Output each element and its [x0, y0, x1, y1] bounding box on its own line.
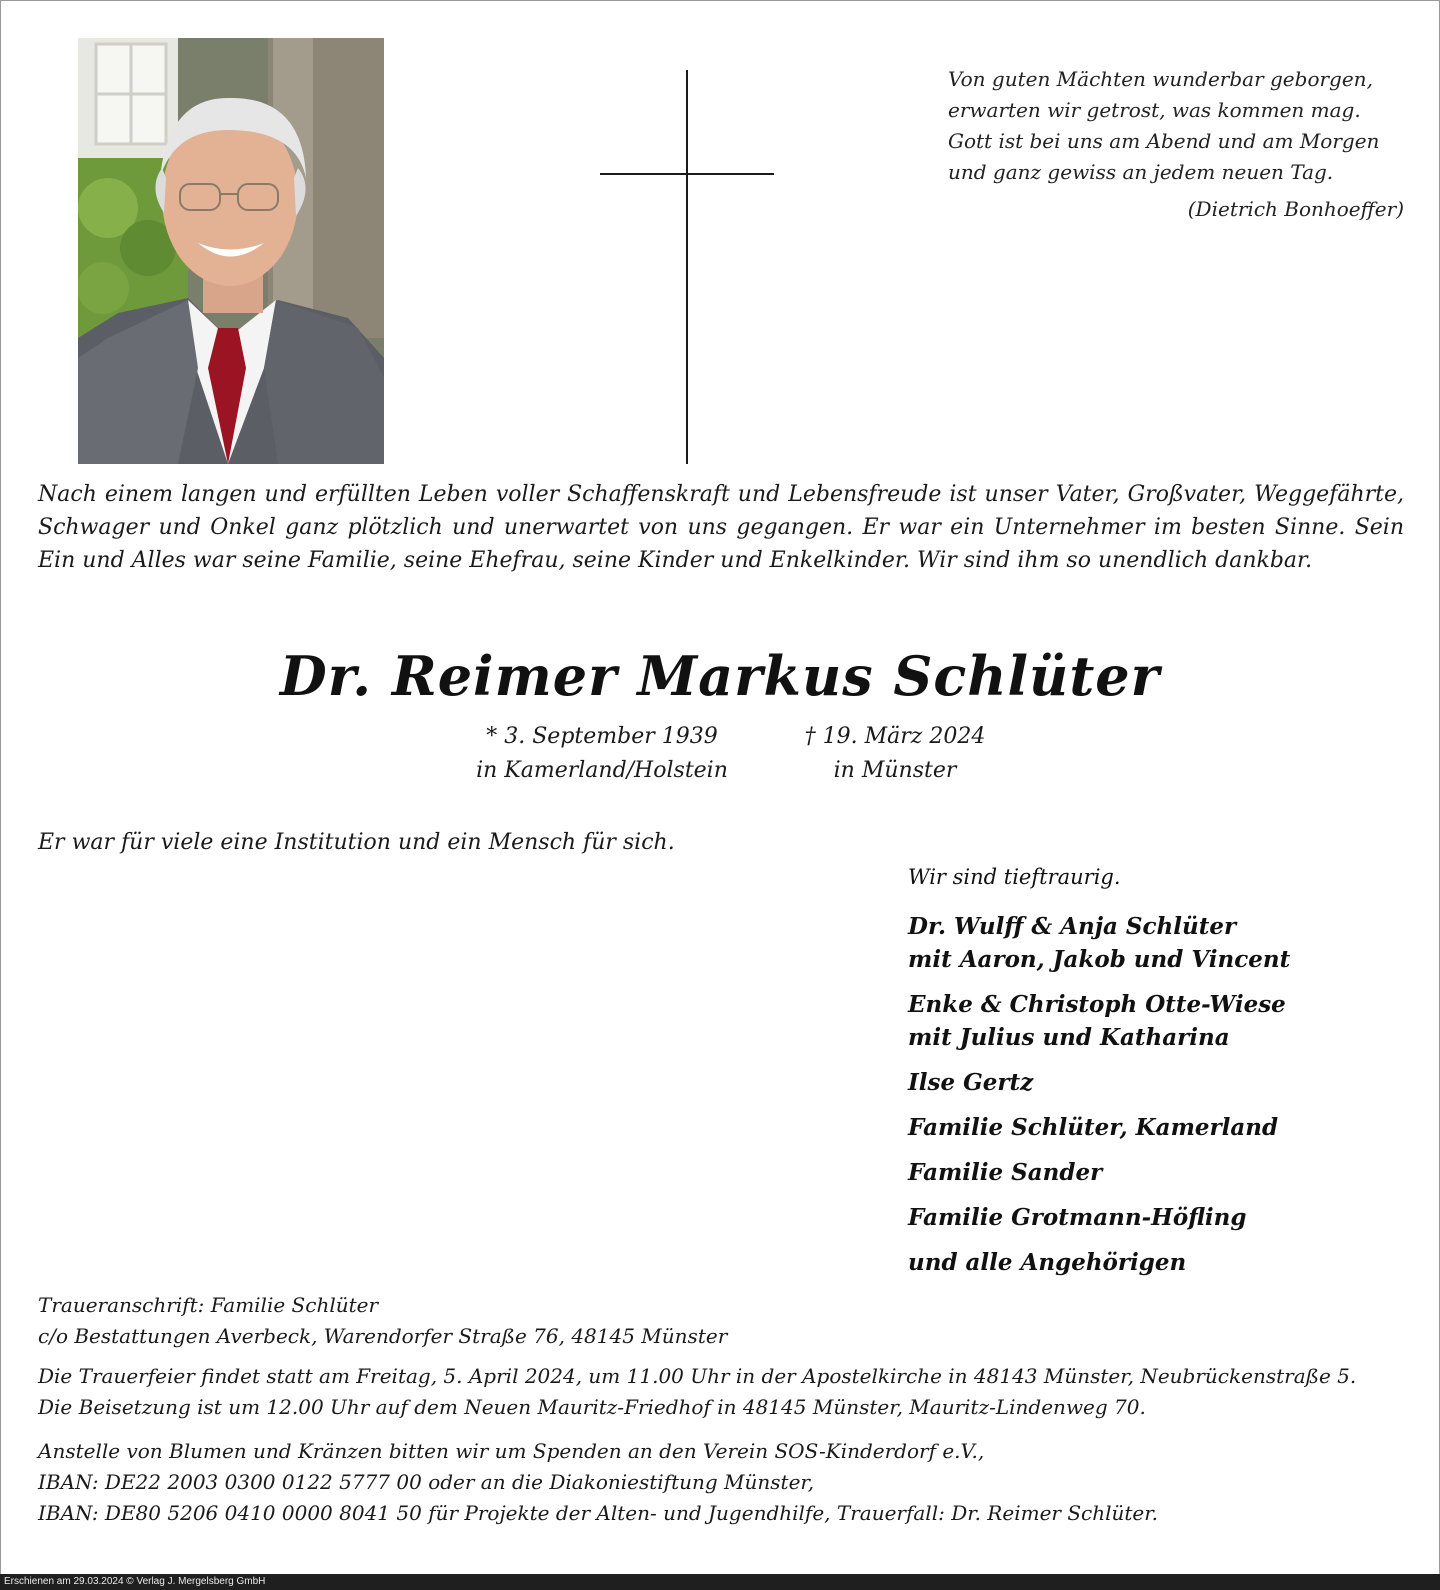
- poem-author: (Dietrich Bonhoeffer): [1187, 197, 1404, 221]
- donation-line: Anstelle von Blumen und Kränzen bitten wir um Spenden an den Verein SOS-Kinderdorf e.V.,: [38, 1439, 985, 1463]
- mourner-group: [908, 1246, 1408, 1279]
- mourner-name: Familie Sander: [908, 1159, 1103, 1186]
- mourners-intro: Wir sind tieftraurig.: [908, 865, 1121, 889]
- deceased-name: Dr. Reimer Markus Schlüter: [279, 644, 1161, 708]
- death-info: [770, 720, 1020, 788]
- address-line: Traueranschrift: Familie Schlüter: [38, 1293, 379, 1317]
- mourner-name: Ilse Gertz: [908, 1069, 1034, 1096]
- ceremony-line: Die Trauerfeier findet statt am Freitag, 5. April 2024, um 11.00 Uhr in der Apostelkirche in 48143 Münster, Neubrückenstraße 5.: [38, 1364, 1357, 1388]
- birth-place: in Kamerland/Holstein: [476, 758, 728, 783]
- address-line: c/o Bestattungen Averbeck, Warendorfer Straße 76, 48145 Münster: [38, 1324, 728, 1348]
- mourning-address: [38, 1290, 727, 1352]
- cross-horizontal-beam: [600, 173, 774, 175]
- mourner-name: mit Julius und Katharina: [908, 1024, 1230, 1051]
- donation-line: IBAN: DE80 5206 0410 0000 8041 50 für Projekte der Alten- und Jugendhilfe, Trauerfall: Dr. Reimer Schlüter.: [38, 1501, 1158, 1525]
- poem-line: Von guten Mächten wunderbar geborgen,: [948, 67, 1373, 91]
- birth-date: * 3. September 1939: [486, 724, 718, 749]
- poem-line: erwarten wir getrost, was kommen mag.: [948, 98, 1361, 122]
- mourner-name: und alle Angehörigen: [908, 1249, 1187, 1276]
- mourner-name: mit Aaron, Jakob und Vincent: [908, 946, 1291, 973]
- mourner-group: [908, 988, 1408, 1054]
- birth-info: [452, 720, 752, 788]
- poem-line: Gott ist bei uns am Abend und am Morgen: [948, 129, 1380, 153]
- mourner-group: [908, 1066, 1408, 1099]
- mourner-group: [908, 1156, 1408, 1189]
- poem-line: und ganz gewiss an jedem neuen Tag.: [948, 160, 1334, 184]
- donation-line: IBAN: DE22 2003 0300 0122 5777 00 oder an die Diakoniestiftung Münster,: [38, 1470, 815, 1494]
- publication-footer: Erschienen am 29.03.2024 © Verlag J. Mergelsberg GmbH: [0, 1574, 1440, 1590]
- ceremony-info: [38, 1361, 1408, 1423]
- ceremony-line: Die Beisetzung ist um 12.00 Uhr auf dem Neuen Mauritz-Friedhof in 48145 Münster, Mauritz-Lindenweg 70.: [38, 1395, 1146, 1419]
- mourners-list: [908, 862, 1408, 1291]
- cross-vertical-beam: [686, 70, 688, 464]
- intro-paragraph: Nach einem langen und erfüllten Leben voller Schaffenskraft und Lebensfreude ist unser Vater, Großvater, Weggefährte, Schwager und Onkel ganz plötzlich und unerwartet von uns gegangen. Er war ein Unternehmer im besten Sinne. Sein Ein und Alles war seine Familie, seine Ehefrau, seine Kinder und Enkelkinder. Wir sind ihm so unendlich dankbar.: [38, 482, 1404, 573]
- mourner-name: Dr. Wulff & Anja Schlüter: [908, 913, 1237, 940]
- death-place: in Münster: [833, 758, 957, 783]
- mourner-name: Familie Schlüter, Kamerland: [908, 1114, 1279, 1141]
- bonhoeffer-poem: [948, 64, 1404, 225]
- mourner-group: [908, 910, 1408, 976]
- cross-symbol: [600, 70, 774, 464]
- portrait-photo: [78, 38, 384, 464]
- death-date: † 19. März 2024: [804, 724, 986, 749]
- mourner-name: Familie Grotmann-Höfling: [908, 1204, 1247, 1231]
- donation-info: [38, 1436, 1408, 1529]
- mourner-name: Enke & Christoph Otte-Wiese: [908, 991, 1286, 1018]
- institution-line: Er war für viele eine Institution und ein Mensch für sich.: [38, 830, 675, 855]
- mourner-group: [908, 1201, 1408, 1234]
- mourner-group: [908, 1111, 1408, 1144]
